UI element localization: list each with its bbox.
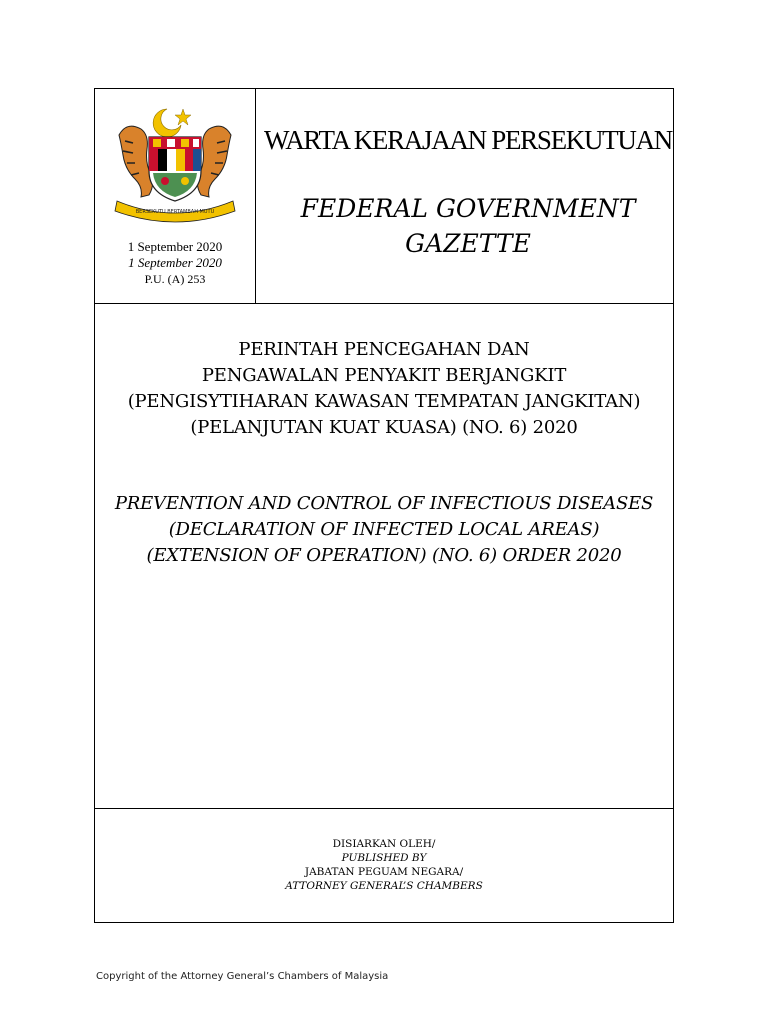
order-title-malay-line: PERINTAH PENCEGAHAN DAN xyxy=(238,339,530,360)
coat-of-arms-icon xyxy=(109,105,241,223)
order-title-english-line: (DECLARATION OF INFECTED LOCAL AREAS) xyxy=(168,519,600,540)
title-malay: WARTA KERAJAAN PERSEKUTUAN xyxy=(264,125,672,155)
pu-number: P.U. (A) 253 xyxy=(144,272,206,286)
publisher-name-english: ATTORNEY GENERAL’S CHAMBERS xyxy=(285,880,483,892)
publisher-name-malay: JABATAN PEGUAM NEGARA/ xyxy=(304,866,464,878)
gazette-header xyxy=(95,89,673,304)
order-title-english xyxy=(95,491,673,569)
issue-date-block xyxy=(95,239,255,287)
svg-text:BERSEKUTU BERTAMBAH MUTU: BERSEKUTU BERTAMBAH MUTU xyxy=(135,209,215,215)
publisher-label-malay: DISIARKAN OLEH/ xyxy=(332,838,436,850)
order-title-english-line: (EXTENSION OF OPERATION) (NO. 6) ORDER 2020 xyxy=(146,545,622,566)
gazette-cover-frame xyxy=(94,88,674,923)
header-left-cell xyxy=(95,89,256,303)
order-title-malay-line: (PELANJUTAN KUAT KUASA) (NO. 6) 2020 xyxy=(190,417,578,438)
publisher-block xyxy=(95,837,673,893)
date-english: 1 September 2020 xyxy=(128,255,222,270)
date-malay: 1 September 2020 xyxy=(127,239,223,254)
title-english xyxy=(263,191,673,261)
publisher-label-english: PUBLISHED BY xyxy=(341,852,427,864)
copyright-notice: Copyright of the Attorney General’s Chambers of Malaysia xyxy=(96,971,389,982)
title-english-line1: FEDERAL GOVERNMENT xyxy=(300,194,636,223)
footer-divider xyxy=(95,808,673,809)
order-title-malay-line: (PENGISYTIHARAN KAWASAN TEMPATAN JANGKITAN) xyxy=(127,391,641,412)
title-english-line2: GAZETTE xyxy=(405,229,531,258)
order-title-malay-line: PENGAWALAN PENYAKIT BERJANGKIT xyxy=(201,365,567,386)
order-title-english-line: PREVENTION AND CONTROL OF INFECTIOUS DISEASES xyxy=(114,493,654,514)
order-title-malay xyxy=(95,337,673,441)
